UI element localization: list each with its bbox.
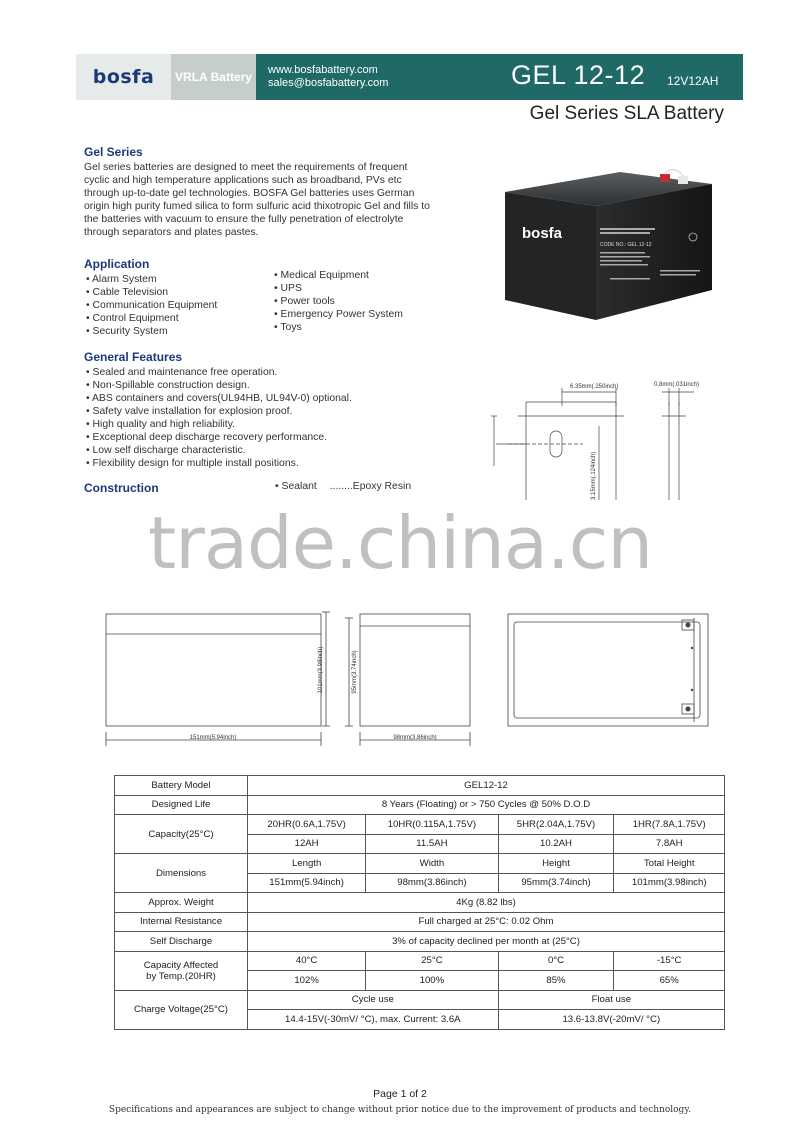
brand-name: bosfa xyxy=(92,66,155,88)
list-item: • Power tools xyxy=(274,295,403,308)
total-height-dim: 101mm(3.98inch) xyxy=(318,646,324,694)
table-cell: 3% of capacity declined per month at (25°C) xyxy=(248,932,725,952)
list-item: • Medical Equipment xyxy=(274,269,403,282)
construction-row: • Sealant ........Epoxy Resin xyxy=(275,481,412,492)
table-cell: 8 Years (Floating) or > 750 Cycles @ 50% D.O.D xyxy=(248,795,725,815)
features-heading: General Features xyxy=(84,350,183,364)
model-title: GEL 12-12 xyxy=(511,60,646,90)
website-link[interactable]: www.bosfabattery.com xyxy=(268,64,378,76)
table-cell: 7.8AH xyxy=(614,834,725,854)
list-item: • Sealed and maintenance free operation. xyxy=(86,366,352,379)
construction-value: ........Epoxy Resin xyxy=(329,481,412,492)
table-row xyxy=(115,932,725,952)
terminal-drawing xyxy=(488,376,718,500)
product-line-box xyxy=(171,54,256,100)
table-label: Approx. Weight xyxy=(115,893,248,913)
table-cell: Cycle use xyxy=(248,990,499,1010)
table-label: Battery Model xyxy=(115,776,248,796)
list-item: • Control Equipment xyxy=(86,312,217,325)
table-cell: 11.5AH xyxy=(366,834,498,854)
features-list xyxy=(86,366,352,470)
dimension-drawings xyxy=(98,604,718,746)
table-cell: 40°C xyxy=(248,951,366,971)
table-cell: 14.4-15V(-30mV/ °C), max. Current: 3.6A xyxy=(248,1010,499,1030)
rating-label: 12V12AH xyxy=(667,74,719,88)
header-banner xyxy=(76,54,743,100)
table-cell: 102% xyxy=(248,971,366,991)
table-cell: 10.2AH xyxy=(498,834,614,854)
list-item: • ABS containers and covers(UL94HB, UL94V-0) optional. xyxy=(86,392,352,405)
construction-heading: Construction xyxy=(84,481,159,495)
table-label: Charge Voltage(25°C) xyxy=(115,990,248,1029)
width-dim: 98mm(3.86inch) xyxy=(393,735,437,741)
table-cell: 151mm(5.94inch) xyxy=(248,873,366,893)
table-cell: 100% xyxy=(366,971,498,991)
temp-label-line1: Capacity Affected xyxy=(143,959,219,971)
table-cell: 4Kg (8.82 lbs) xyxy=(248,893,725,913)
list-item: • Toys xyxy=(274,321,403,334)
table-cell: Full charged at 25°C: 0.02 Ohm xyxy=(248,912,725,932)
table-cell: 98mm(3.86inch) xyxy=(366,873,498,893)
contact-info xyxy=(268,64,388,90)
list-item: • Security System xyxy=(86,325,217,338)
list-item: • Cable Television xyxy=(86,286,217,299)
length-dim: 151mm(5.94inch) xyxy=(189,735,237,741)
terminal-thickness-dim: 0.8mm(.031inch) xyxy=(654,382,700,388)
list-item: • Low self discharge characteristic. xyxy=(86,444,352,457)
table-label: Designed Life xyxy=(115,795,248,815)
table-cell: 20HR(0.6A,1.75V) xyxy=(248,815,366,835)
table-cell: Total Height xyxy=(614,854,725,874)
table-cell: 5HR(2.04A,1.75V) xyxy=(498,815,614,835)
list-item: • Emergency Power System xyxy=(274,308,403,321)
battery-code-text: CODE NO.: GEL 12-12 xyxy=(600,242,652,248)
table-cell: Length xyxy=(248,854,366,874)
table-row xyxy=(115,854,725,874)
table-row xyxy=(115,795,725,815)
table-label: Self Discharge xyxy=(115,932,248,952)
table-row xyxy=(115,776,725,796)
table-cell: 101mm(3.98inch) xyxy=(614,873,725,893)
table-label: Capacity(25°C) xyxy=(115,815,248,854)
table-cell: 25°C xyxy=(366,951,498,971)
terminal-height-dim: 3.15mm(.124inch) xyxy=(591,451,597,500)
table-cell: 13.6-13.8V(-20mV/ °C) xyxy=(498,1010,724,1030)
list-item: • High quality and high reliability. xyxy=(86,418,352,431)
table-row xyxy=(115,815,725,835)
table-cell: 10HR(0.115A,1.75V) xyxy=(366,815,498,835)
list-item: • Exceptional deep discharge recovery performance. xyxy=(86,431,352,444)
brand-logo xyxy=(76,54,171,100)
product-line: VRLA Battery xyxy=(175,70,252,84)
table-cell: Width xyxy=(366,854,498,874)
terminal-width-dim: 6.35mm(.250inch) xyxy=(570,384,619,390)
table-cell: 85% xyxy=(498,971,614,991)
table-cell: GEL12-12 xyxy=(248,776,725,796)
table-cell: 12AH xyxy=(248,834,366,854)
gel-series-text: Gel series batteries are designed to meet the requirements of frequent cyclic and high temperature applications such as broadband, PVs etc through up-to-date gel technologies. BOSFA Gel batteries uses German origin high purity fumed silica to form sulfuric acid thixotropic Gel and fills to the batteries with vacuum to ensure the fully penetration of electrolyte through separators and plates pastes. xyxy=(84,162,430,238)
application-list-right xyxy=(274,269,403,334)
gel-series-heading: Gel Series xyxy=(84,145,143,159)
list-item: • Non-Spillable construction design. xyxy=(86,379,352,392)
application-list-left xyxy=(86,273,217,338)
table-cell: 95mm(3.74inch) xyxy=(498,873,614,893)
list-item: • UPS xyxy=(274,282,403,295)
spec-table xyxy=(114,775,725,1030)
watermark: trade.china.cn xyxy=(148,501,652,585)
email-link[interactable]: sales@bosfabattery.com xyxy=(268,77,389,89)
footer-note: Specifications and appearances are subject to change without prior notice due to the improvement of products and technology. xyxy=(108,1105,692,1115)
table-row xyxy=(115,990,725,1010)
table-cell: Height xyxy=(498,854,614,874)
page-subtitle: Gel Series SLA Battery xyxy=(529,103,724,124)
table-cell: 65% xyxy=(614,971,725,991)
list-item: • Alarm System xyxy=(86,273,217,286)
list-item: • Flexibility design for multiple install positions. xyxy=(86,457,352,470)
height-dim: 95mm(3.74inch) xyxy=(352,650,358,694)
table-row xyxy=(115,912,725,932)
table-cell: Float use xyxy=(498,990,724,1010)
table-label xyxy=(115,951,248,990)
table-cell: 1HR(7.8A,1.75V) xyxy=(614,815,725,835)
table-label: Dimensions xyxy=(115,854,248,893)
table-cell: 0°C xyxy=(498,951,614,971)
table-cell: -15°C xyxy=(614,951,725,971)
table-label: Internal Resistance xyxy=(115,912,248,932)
construction-item: Sealant xyxy=(281,481,317,492)
table-row xyxy=(115,893,725,913)
temp-label-line2: by Temp.(20HR) xyxy=(146,970,216,982)
table-row xyxy=(115,951,725,971)
list-item: • Communication Equipment xyxy=(86,299,217,312)
page-number: Page 1 of 2 xyxy=(373,1088,427,1100)
list-item: • Safety valve installation for explosion proof. xyxy=(86,405,352,418)
battery-brand-text: bosfa xyxy=(522,225,563,242)
battery-photo xyxy=(500,160,715,322)
application-heading: Application xyxy=(84,257,150,271)
